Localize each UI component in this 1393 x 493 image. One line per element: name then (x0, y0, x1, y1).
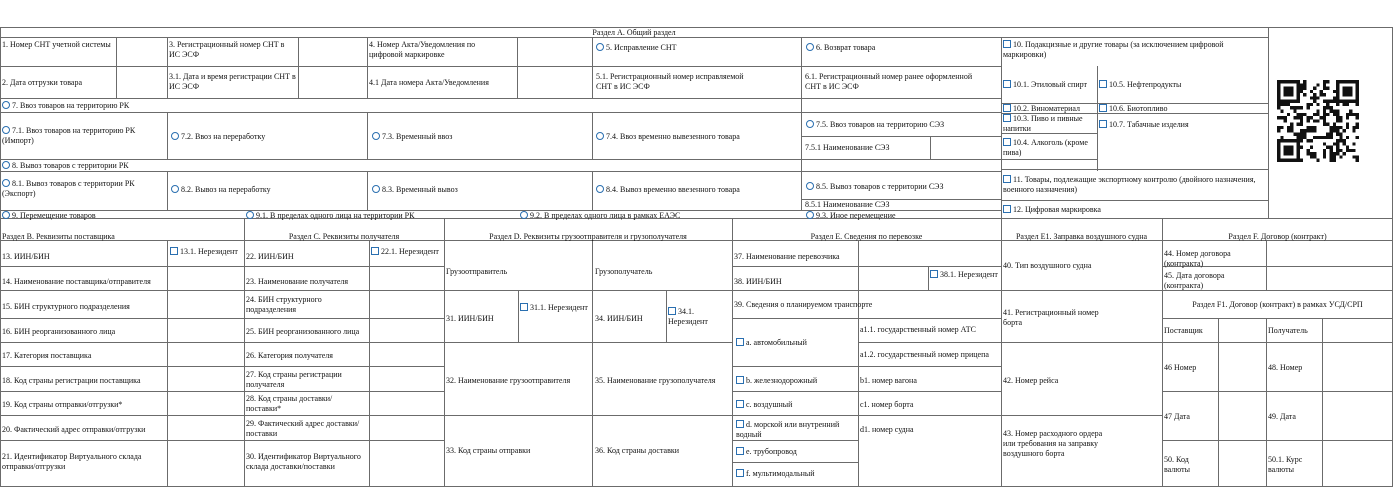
field-16-label: 16. БИН реорганизованного лица (2, 327, 116, 336)
transport-c-option[interactable] (736, 400, 792, 410)
field-b1-label: b1. номер вагона (860, 376, 917, 385)
field-29-label: 29. Фактический адрес доставки/поставки (246, 419, 360, 438)
field-10-7-label: 10.7. Табачные изделия (1109, 120, 1189, 129)
checkbox-icon[interactable] (520, 303, 528, 311)
field-7-3-label: 7.3. Временный ввоз (382, 132, 453, 141)
field-7-4-option[interactable] (596, 132, 740, 142)
field-5-1-label: 5.1. Регистрационный номер исправляемой СНТ в ИС ЭСФ (596, 72, 744, 91)
checkbox-icon[interactable] (736, 469, 744, 477)
field-5-label: 5. Исправление СНТ (606, 43, 677, 52)
checkbox-icon[interactable] (1099, 120, 1107, 128)
field-d1-label: d1. номер судна (860, 425, 914, 434)
field-48-label: 48. Номер (1268, 363, 1303, 372)
field-8-1-option[interactable] (2, 179, 162, 199)
transport-d-label: d. морской или внутренний водный (736, 420, 840, 439)
radio-icon[interactable] (596, 132, 604, 140)
field-6-1-label: 6.1. Регистрационный номер ранее оформленной СНТ в ИС ЭСФ (805, 72, 973, 91)
field-8-3-label: 8.3. Временный вывоз (382, 185, 458, 194)
field-24-label: 24. БИН структурного подразделения (246, 295, 322, 314)
radio-icon[interactable] (806, 43, 814, 51)
field-25-label: 25. БИН реорганизованного лица (246, 327, 360, 336)
field-15-label: 15. БИН структурного подразделения (2, 302, 130, 311)
field-22-1-option[interactable] (371, 247, 443, 257)
field-41-label: 41. Регистрационный номер борта (1003, 308, 1099, 327)
field-36-label: 36. Код страны доставки (595, 446, 680, 455)
transport-f-option[interactable] (736, 469, 815, 479)
field-10-5-option[interactable] (1099, 80, 1181, 90)
checkbox-icon[interactable] (736, 376, 744, 384)
checkbox-icon[interactable] (1003, 205, 1011, 213)
field-31-1-label: 31.1. Нерезидент (530, 303, 588, 312)
field-11-label: 11. Товары, подлежащие экспортному контролю (двойного назначения, военного назначения) (1003, 175, 1256, 194)
field-49-label: 49. Дата (1268, 412, 1296, 421)
field-10-6-label: 10.6. Биотопливо (1109, 104, 1168, 113)
field-7-2-option[interactable] (171, 132, 265, 142)
field-46-label: 46 Номер (1164, 363, 1197, 372)
field-10-option[interactable] (1003, 40, 1265, 60)
field-10-2-label: 10.2. Виноматериал (1013, 104, 1081, 113)
section-c-title: Раздел C. Реквизиты получателя (288, 232, 400, 241)
field-13-1-label: 13.1. Нерезидент (180, 247, 238, 256)
field-35-label: 35. Наименование грузополучателя (595, 376, 716, 385)
consignee-label: Грузополучатель (595, 267, 653, 276)
section-f-title: Раздел F. Договор (контракт) (1228, 232, 1327, 241)
field-8-5-option[interactable] (806, 182, 944, 192)
field-12-option[interactable] (1003, 205, 1101, 215)
field-8-label: 8. Вывоз товаров с территории РК (12, 161, 129, 170)
field-13-1-option[interactable] (170, 247, 242, 257)
checkbox-icon[interactable] (1099, 104, 1107, 112)
shipper-label: Грузоотправитель (446, 267, 508, 276)
field-22-label: 22. ИИН/БИН (246, 252, 294, 261)
field-8-4-option[interactable] (596, 185, 740, 195)
radio-icon[interactable] (596, 185, 604, 193)
field-9-3-label: 9.3. Иное перемещение (816, 211, 896, 220)
field-7-1-label: 7.1. Ввоз товаров на территорию РК (Импорт) (2, 126, 136, 145)
section-f1-title: Раздел F1. Договор (контракт) в рамках УСД/СРП (1192, 300, 1363, 309)
checkbox-icon[interactable] (371, 247, 379, 255)
field-11-option[interactable] (1003, 175, 1265, 195)
field-3-1-label: 3.1. Дата и время регистрации СНТ в ИС ЭСФ (169, 72, 296, 91)
transport-a-option[interactable] (736, 338, 807, 348)
radio-icon[interactable] (806, 120, 814, 128)
field-5-option[interactable] (596, 43, 677, 53)
field-20-label: 20. Фактический адрес отправки/отгрузки (2, 425, 146, 434)
field-a1-2-label: a1.2. государственный номер прицепа (860, 350, 989, 359)
field-10-5-label: 10.5. Нефтепродукты (1109, 80, 1182, 89)
field-23-label: 23. Наименование получателя (246, 277, 349, 286)
section-e1-title: Раздел E1. Заправка воздушного судна (1015, 232, 1148, 241)
field-9-option[interactable] (2, 211, 96, 221)
field-47-label: 47 Дата (1164, 412, 1190, 421)
field-28-label: 28. Код страны доставки/поставки* (246, 394, 333, 413)
field-34-label: 34. ИИН/БИН (595, 314, 643, 323)
field-10-label: 10. Подакцизные и другие товары (за исключением цифровой маркировки) (1003, 40, 1224, 59)
radio-icon[interactable] (171, 185, 179, 193)
checkbox-icon[interactable] (1003, 114, 1011, 122)
qr-code-icon (1277, 78, 1359, 164)
field-8-5-1-label: 8.5.1 Наименование СЭЗ (805, 200, 890, 209)
field-9-3-option[interactable] (806, 211, 896, 221)
field-8-3-option[interactable] (372, 185, 458, 195)
radio-icon[interactable] (2, 179, 10, 187)
transport-b-option[interactable] (736, 376, 817, 386)
field-10-4-option[interactable] (1003, 138, 1095, 158)
field-7-4-label: 7.4. Ввоз временно вывезенного товара (606, 132, 740, 141)
recipient-column-label: Получатель (1268, 326, 1308, 335)
section-d-title: Раздел D. Реквизиты грузоотправителя и грузополучателя (489, 232, 687, 241)
transport-d-option[interactable] (736, 420, 854, 440)
field-8-5-label: 8.5. Вывоз товаров с территории СЭЗ (816, 182, 944, 191)
radio-icon[interactable] (520, 211, 528, 219)
field-c1-label: c1. номер борта (860, 400, 914, 409)
checkbox-icon[interactable] (1003, 104, 1011, 112)
transport-a-label: a. автомобильный (746, 338, 807, 347)
checkbox-icon[interactable] (736, 447, 744, 455)
field-10-6-option[interactable] (1099, 104, 1167, 114)
field-a1-1-label: a1.1. государственный номер АТС (860, 325, 976, 334)
field-9-2-option[interactable] (520, 211, 680, 221)
field-7-5-label: 7.5. Ввоз товаров на территорию СЭЗ (816, 120, 945, 129)
field-8-2-option[interactable] (171, 185, 271, 195)
field-34-1-option[interactable] (668, 307, 730, 327)
field-9-label: 9. Перемещение товаров (12, 211, 96, 220)
field-40-label: 40. Тип воздушного судна (1003, 261, 1092, 270)
field-8-option[interactable] (2, 161, 129, 171)
field-50-label: 50. Код валюты (1164, 455, 1191, 474)
transport-b-label: b. железнодорожный (746, 376, 818, 385)
field-21-label: 21. Идентификатор Виртуального склада отправки/отгрузки (2, 452, 142, 471)
field-27-label: 27. Код страны регистрации получателя (246, 370, 342, 389)
checkbox-icon[interactable] (1003, 138, 1011, 146)
field-33-label: 33. Код страны отправки (446, 446, 531, 455)
field-38-1-label: 38.1. Нерезидент (940, 270, 998, 279)
field-10-1-option[interactable] (1003, 80, 1087, 90)
checkbox-icon[interactable] (930, 270, 938, 278)
radio-icon[interactable] (2, 101, 10, 109)
field-7-label: 7. Ввоз товаров на территорию РК (12, 101, 130, 110)
field-8-2-label: 8.2. Вывоз на переработку (181, 185, 271, 194)
transport-e-option[interactable] (736, 447, 797, 457)
field-6-label: 6. Возврат товара (816, 43, 876, 52)
field-9-1-option[interactable] (246, 211, 414, 221)
section-a-title: Раздел А. Общий раздел (592, 28, 676, 37)
field-7-5-1-label: 7.5.1 Наименование СЭЗ (805, 143, 890, 152)
field-1-label: 1. Номер СНТ учетной системы (2, 40, 111, 49)
section-b-title: Раздел B. Реквизиты поставщика (2, 232, 115, 241)
transport-f-label: f. мультимодальный (746, 469, 815, 478)
field-19-label: 19. Код страны отправки/отгрузки* (2, 400, 123, 409)
field-30-label: 30. Идентификатор Виртуального склада доставки/поставки (246, 452, 361, 471)
transport-e-label: e. трубопровод (746, 447, 797, 456)
field-12-label: 12. Цифровая маркировка (1013, 205, 1101, 214)
field-14-label: 14. Наименование поставщика/отправителя (2, 277, 151, 286)
field-31-label: 31. ИИН/БИН (446, 314, 494, 323)
radio-icon[interactable] (2, 126, 10, 134)
field-22-1-label: 22.1. Нерезидент (381, 247, 439, 256)
checkbox-icon[interactable] (736, 338, 744, 346)
field-8-1-label: 8.1. Вывоз товаров с территории РК (Экспорт) (2, 179, 135, 198)
radio-icon[interactable] (171, 132, 179, 140)
field-6-option[interactable] (806, 43, 875, 53)
field-50-1-label: 50.1. Курс валюты (1268, 455, 1303, 474)
field-37-label: 37. Наименование перевозчика (734, 252, 840, 261)
supplier-column-label: Поставщик (1164, 326, 1203, 335)
checkbox-icon[interactable] (1003, 175, 1011, 183)
field-4-1-label: 4.1 Дата номера Акта/Уведомления (369, 78, 489, 87)
field-10-3-label: 10.3. Пиво и пивные напитки (1003, 114, 1083, 133)
checkbox-icon[interactable] (1003, 80, 1011, 88)
field-39-label: 39. Сведения о планируемом транспорте (734, 300, 873, 309)
radio-icon[interactable] (806, 182, 814, 190)
field-43-label: 43. Номер расходного ордера или требования на заправку воздушного борта (1003, 429, 1103, 458)
field-45-label: 45. Дата договора (контракта) (1164, 271, 1225, 290)
field-44-label: 44. Номер договора (контракта) (1164, 249, 1231, 268)
transport-c-label: c. воздушный (746, 400, 793, 409)
field-2-label: 2. Дата отгрузки товара (2, 78, 83, 87)
field-7-2-label: 7.2. Ввоз на переработку (181, 132, 266, 141)
field-9-1-label: 9.1. В пределах одного лица на территории РК (256, 211, 415, 220)
radio-icon[interactable] (246, 211, 254, 219)
radio-icon[interactable] (372, 185, 380, 193)
field-26-label: 26. Категория получателя (246, 351, 333, 360)
field-4-label: 4. Номер Акта/Уведомления по цифровой маркировке (369, 40, 476, 59)
field-7-5-option[interactable] (806, 120, 944, 130)
checkbox-icon[interactable] (668, 307, 676, 315)
field-34-1-label: 34.1. Нерезидент (668, 307, 708, 326)
field-7-3-option[interactable] (372, 132, 452, 142)
field-18-label: 18. Код страны регистрации поставщика (2, 376, 141, 385)
checkbox-icon[interactable] (1003, 40, 1011, 48)
checkbox-icon[interactable] (1099, 80, 1107, 88)
field-9-2-label: 9.2. В пределах одного лица в рамках ЕАЭС (530, 211, 681, 220)
field-10-2-option[interactable] (1003, 104, 1080, 114)
field-13-label: 13. ИИН/БИН (2, 252, 50, 261)
field-10-1-label: 10.1. Этиловый спирт (1013, 80, 1087, 89)
field-7-1-option[interactable] (2, 126, 162, 146)
field-8-4-label: 8.4. Вывоз временно ввезенного товара (606, 185, 740, 194)
radio-icon[interactable] (2, 161, 10, 169)
checkbox-icon[interactable] (170, 247, 178, 255)
field-10-7-option[interactable] (1099, 120, 1189, 130)
field-10-4-label: 10.4. Алкоголь (кроме пива) (1003, 138, 1088, 157)
field-31-1-option[interactable] (520, 303, 594, 313)
radio-icon[interactable] (372, 132, 380, 140)
field-42-label: 42. Номер рейса (1003, 376, 1059, 385)
section-e-title: Раздел E. Сведения по перевозке (810, 232, 923, 241)
field-10-3-option[interactable] (1003, 114, 1095, 134)
field-38-1-option[interactable] (930, 270, 1000, 280)
radio-icon[interactable] (806, 211, 814, 219)
checkbox-icon[interactable] (736, 420, 744, 428)
field-32-label: 32. Наименование грузоотправителя (446, 376, 571, 385)
field-17-label: 17. Категория поставщика (2, 351, 92, 360)
radio-icon[interactable] (2, 211, 10, 219)
field-38-label: 38. ИИН/БИН (734, 277, 782, 286)
field-3-label: 3. Регистрационный номер СНТ в ИС ЭСФ (169, 40, 285, 59)
field-7-option[interactable] (2, 101, 129, 111)
checkbox-icon[interactable] (736, 400, 744, 408)
radio-icon[interactable] (596, 43, 604, 51)
